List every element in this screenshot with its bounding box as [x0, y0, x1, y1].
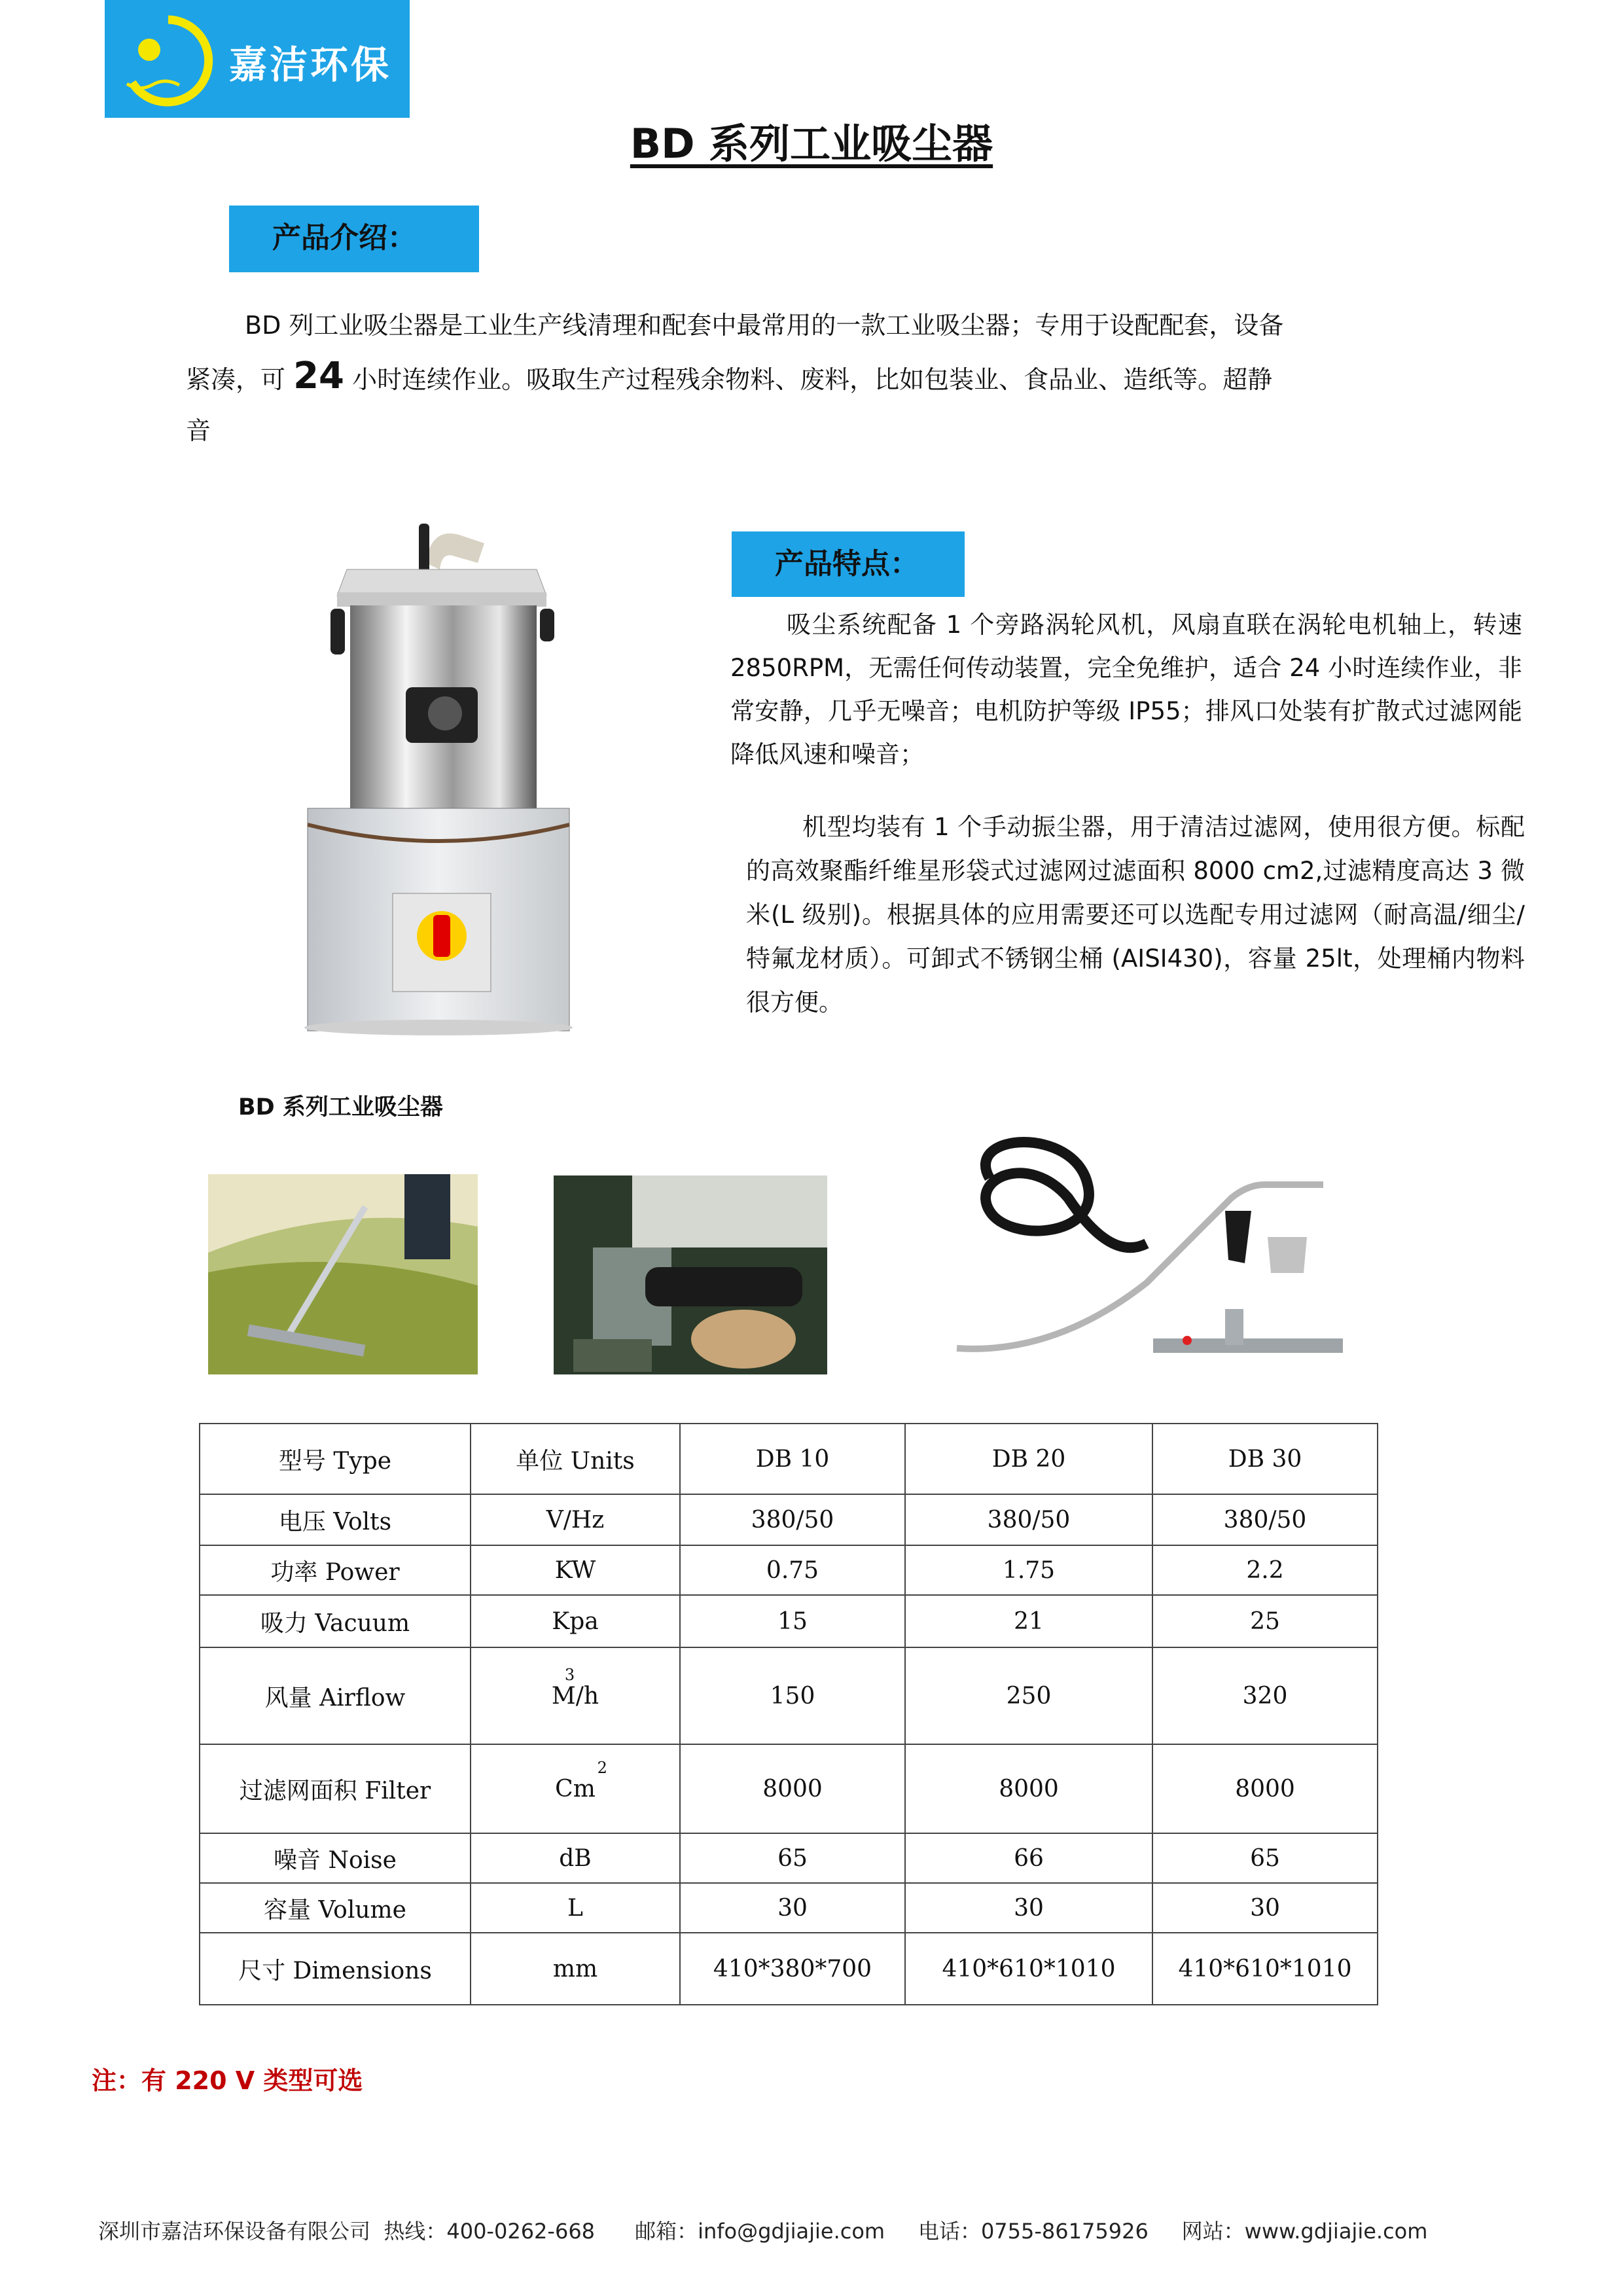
cell: 65	[1152, 1833, 1378, 1883]
unit-text: M/h	[551, 1682, 599, 1710]
cell: 250	[905, 1647, 1152, 1744]
cell: 380/50	[680, 1494, 905, 1545]
vacuum-machine-image	[288, 517, 602, 1060]
page-title: BD 系列工业吸尘器	[630, 120, 993, 168]
footer-contact: 深圳市嘉洁环保设备有限公司 热线：400-0262-668 邮箱：info@gdjiajie.com 电话：0755-86175926 网站：www.gdjiajie.com	[98, 2219, 1428, 2244]
cell: 1.75	[905, 1545, 1152, 1595]
cell: 30	[680, 1883, 905, 1933]
cell: 66	[905, 1833, 1152, 1883]
table-row	[200, 1545, 1378, 1595]
table-row	[200, 1494, 1378, 1545]
row-label: 尺寸 Dimensions	[200, 1933, 471, 2005]
voltage-note: 注：有 220 V 类型可选	[92, 2066, 363, 2095]
cell: KW	[471, 1545, 680, 1595]
unit-with-sup	[555, 1758, 607, 1803]
row-label: 过滤网面积 Filter	[200, 1744, 471, 1833]
unit-with-sup	[551, 1665, 599, 1710]
table-header-row	[200, 1424, 1378, 1494]
header-cell: DB 10	[680, 1424, 905, 1494]
features-paragraph-1: 吸尘系统配备 1 个旁路涡轮风机，风扇直联在涡轮电机轴上，转速 2850RPM，无需任何传动装置，完全免维护，适合 24 小时连续作业，非常安静，几乎无噪音；电机防护等级 IP55；排风口处装有扩散式过滤网能降低风速和噪音；	[730, 611, 1522, 768]
unit-superscript: 3	[564, 1665, 575, 1684]
table-row	[200, 1647, 1378, 1744]
logo-mark-icon	[119, 12, 217, 110]
header-cell: 单位 Units	[471, 1424, 680, 1494]
cell: 30	[905, 1883, 1152, 1933]
cell: 21	[905, 1595, 1152, 1647]
table-row	[200, 1595, 1378, 1647]
cell: 320	[1152, 1647, 1378, 1744]
intro-line-3: 音	[186, 416, 211, 445]
cell: 380/50	[905, 1494, 1152, 1545]
row-label: 容量 Volume	[200, 1883, 471, 1933]
unit-superscript: 2	[597, 1758, 607, 1777]
machine-cleaning-photo	[554, 1175, 827, 1374]
cell: 8000	[905, 1744, 1152, 1833]
airflow-unit-cell	[471, 1647, 680, 1744]
header-cell: 型号 Type	[200, 1424, 471, 1494]
cell: 0.75	[680, 1545, 905, 1595]
table-row	[200, 1833, 1378, 1883]
cell: 410*610*1010	[905, 1933, 1152, 2005]
cell: 65	[680, 1833, 905, 1883]
cell: 380/50	[1152, 1494, 1378, 1545]
floor-cleaning-photo	[208, 1174, 478, 1374]
cell: 410*380*700	[680, 1933, 905, 2005]
cell: 8000	[1152, 1744, 1378, 1833]
cell: Kpa	[471, 1595, 680, 1647]
cell: 150	[680, 1647, 905, 1744]
row-label: 噪音 Noise	[200, 1833, 471, 1883]
intro-heading: 产品介绍：	[229, 206, 479, 272]
intro-line-2	[186, 351, 1488, 405]
cell: 25	[1152, 1595, 1378, 1647]
features-heading: 产品特点：	[732, 531, 965, 597]
cell: dB	[471, 1833, 680, 1883]
row-label: 电压 Volts	[200, 1494, 471, 1545]
table-row	[200, 1883, 1378, 1933]
cell: mm	[471, 1933, 680, 2005]
intro-line-2b: 小时连续作业。吸取生产过程残余物料、废料，比如包装业、食品业、造纸等。超静	[344, 365, 1273, 394]
intro-line-2a: 紧凑，可	[186, 365, 294, 394]
intro-paragraph	[186, 300, 1488, 456]
company-logo	[105, 0, 410, 118]
cell: L	[471, 1883, 680, 1933]
intro-line-1: BD 列工业吸尘器是工业生产线清理和配套中最常用的一款工业吸尘器；专用于设配配套，设备	[245, 311, 1284, 340]
row-label: 风量 Airflow	[200, 1647, 471, 1744]
header-cell: DB 30	[1152, 1424, 1378, 1494]
row-label: 功率 Power	[200, 1545, 471, 1595]
logo-text: 嘉洁环保	[229, 43, 392, 87]
cell: 30	[1152, 1883, 1378, 1933]
cell: 8000	[680, 1744, 905, 1833]
filter-unit-cell	[471, 1744, 680, 1833]
cell: 2.2	[1152, 1545, 1378, 1595]
cell: V/Hz	[471, 1494, 680, 1545]
unit-text: Cm	[555, 1775, 596, 1803]
hours-value: 24	[293, 355, 345, 397]
accessories-photo	[950, 1113, 1357, 1388]
table-row	[200, 1744, 1378, 1833]
features-paragraph-2: 机型均装有 1 个手动振尘器，用于清洁过滤网，使用很方便。标配的高效聚酯纤维星形袋式过滤网过滤面积 8000 cm2,过滤精度高达 3 微米(L 级别)。根据具体的应用需要还可以选配专用过滤网（耐高温/细尘/特氟龙材质）。可卸式不锈钢尘桶 (AISI430)，容量 25lt，处理桶内物料很方便。	[746, 813, 1525, 1016]
header-cell: DB 20	[905, 1424, 1152, 1494]
table-row	[200, 1933, 1378, 2005]
cell: 410*610*1010	[1152, 1933, 1378, 2005]
cell: 15	[680, 1595, 905, 1647]
image-caption: BD 系列工业吸尘器	[238, 1094, 443, 1121]
row-label: 吸力 Vacuum	[200, 1595, 471, 1647]
spec-table	[199, 1423, 1378, 2005]
